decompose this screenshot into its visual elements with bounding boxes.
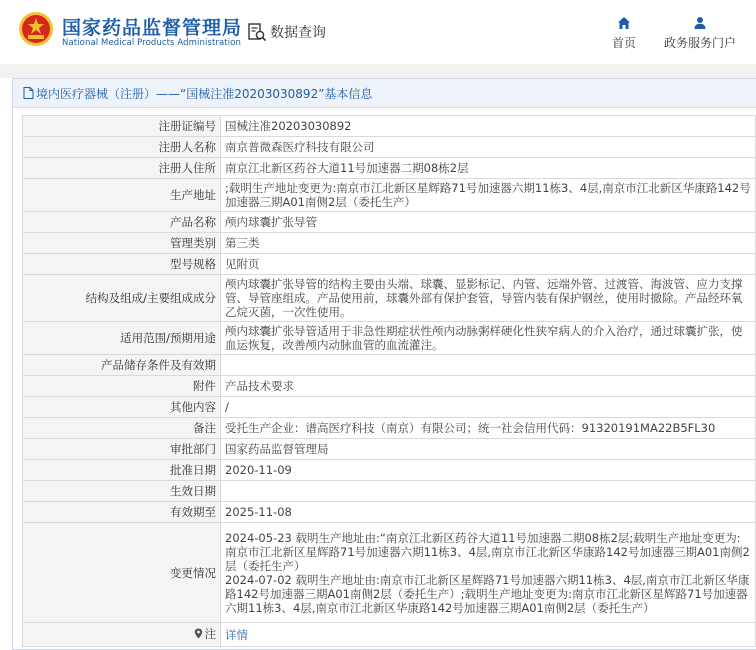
row-label: 有效期至 [23, 502, 221, 523]
panel-title [13, 79, 756, 108]
row-label: 管理类别 [23, 233, 221, 254]
row-value: / [221, 397, 756, 418]
row-label: 注册人名称 [23, 137, 221, 158]
table-row [23, 137, 756, 158]
table-row [23, 418, 756, 439]
row-label: 生产地址 [23, 179, 221, 212]
table-row [23, 397, 756, 418]
table-row [23, 179, 756, 212]
row-label: 产品储存条件及有效期 [23, 355, 221, 376]
site-name-en[interactable]: National Medical Products Administration [62, 38, 241, 48]
change-history-value: 2024-05-23 载明生产地址由:“南京江北新区药谷大道11号加速器二期08栋2层;载明生产地址变更为:南京市江北新区星辉路71号加速器六期11栋3、4层,南京市江北新区华康路142号加速器三期A01南侧2层（委托生产） 2024-07-02 载明生产地址由:南京市江北新区星辉路71号加速器六期11栋3、4层,南京市江北新区华康路142号加速器三期A01南侧2层（委托生产）;载明生产地址变更为:南京市江北新区星辉路71号加速器六期11栋3、4层,南京市江北新区华康路142号加速器三期A01南侧2层（委托生产） [221, 523, 756, 623]
panel-title-text: 境内医疗器械（注册）——“国械注准20203030892”基本信息 [36, 86, 373, 101]
table-row [23, 275, 756, 322]
header-gap [0, 64, 756, 78]
site-header [0, 0, 756, 64]
row-label: 批准日期 [23, 460, 221, 481]
table-row [23, 481, 756, 502]
data-query-label: 数据查询 [270, 25, 326, 41]
row-value: 国家药品监督管理局 [221, 439, 756, 460]
search-document-icon [247, 22, 267, 42]
row-value: 2020-11-09 [221, 460, 756, 481]
row-value: 见附页 [221, 254, 756, 275]
detail-panel [12, 78, 756, 650]
note-label-text: 注 [204, 626, 216, 641]
info-table [22, 115, 756, 647]
site-name-cn[interactable]: 国家药品监督管理局 [62, 17, 243, 39]
table-row [23, 158, 756, 179]
table-row [23, 212, 756, 233]
row-label-note [23, 623, 221, 647]
row-label: 注册人住所 [23, 158, 221, 179]
row-value: 受托生产企业：谱高医疗科技（南京）有限公司；统一社会信用代码：91320191MA22B5FL30 [221, 418, 756, 439]
row-label: 备注 [23, 418, 221, 439]
row-label: 产品名称 [23, 212, 221, 233]
row-label: 生效日期 [23, 481, 221, 502]
row-value [221, 481, 756, 502]
details-link[interactable]: 详情 [225, 627, 248, 642]
row-value: 2025-11-08 [221, 502, 756, 523]
data-query-link[interactable] [247, 21, 326, 43]
row-label: 型号规格 [23, 254, 221, 275]
table-row [23, 254, 756, 275]
row-value [221, 623, 756, 647]
user-icon [693, 16, 707, 30]
table-row [23, 116, 756, 137]
row-label: 附件 [23, 376, 221, 397]
row-value [221, 355, 756, 376]
row-value: ;载明生产地址变更为:南京市江北新区星辉路71号加速器六期11栋3、4层,南京市江北新区华康路142号加速器三期A01南侧2层（委托生产） [221, 179, 756, 212]
table-row [23, 623, 756, 647]
row-value: 产品技术要求 [221, 376, 756, 397]
row-value: 南京普微森医疗科技有限公司 [221, 137, 756, 158]
nav-home[interactable] [584, 16, 664, 51]
table-row [23, 376, 756, 397]
row-label: 变更情况 [23, 523, 221, 623]
home-icon [617, 16, 631, 30]
nav-home-label: 首页 [611, 36, 636, 50]
document-icon [23, 87, 34, 99]
table-row [23, 355, 756, 376]
row-value: 颅内球囊扩张导管的结构主要由头端、球囊、显影标记、内管、远端外管、过渡管、海波管、应力支撑管、导管座组成。产品使用前，球囊外部有保护套管，导管内装有保护钢丝，使用时撤除。产品经环氧乙烷灭菌，一次性使用。 [221, 275, 756, 322]
table-row [23, 439, 756, 460]
table-row [23, 502, 756, 523]
row-value: 国械注准20203030892 [221, 116, 756, 137]
row-label: 结构及组成/主要组成成分 [23, 275, 221, 322]
row-value: 颅内球囊扩张导管 [221, 212, 756, 233]
table-row [23, 460, 756, 481]
row-label: 注册证编号 [23, 116, 221, 137]
table-row [23, 322, 756, 355]
nav-gov-portal[interactable] [660, 16, 740, 51]
nav-gov-label: 政务服务门户 [663, 36, 736, 50]
location-pin-icon [194, 628, 203, 639]
row-label: 适用范围/预期用途 [23, 322, 221, 355]
row-value: 第三类 [221, 233, 756, 254]
table-row [23, 233, 756, 254]
row-label: 审批部门 [23, 439, 221, 460]
emblem-logo[interactable] [18, 11, 54, 47]
table-row [23, 523, 756, 623]
row-value: 颅内球囊扩张导管适用于非急性期症状性颅内动脉粥样硬化性狭窄病人的介入治疗，通过球囊扩张，使血运恢复，改善颅内动脉血管的血流灌注。 [221, 322, 756, 355]
row-label: 其他内容 [23, 397, 221, 418]
row-value: 南京江北新区药谷大道11号加速器二期08栋2层 [221, 158, 756, 179]
